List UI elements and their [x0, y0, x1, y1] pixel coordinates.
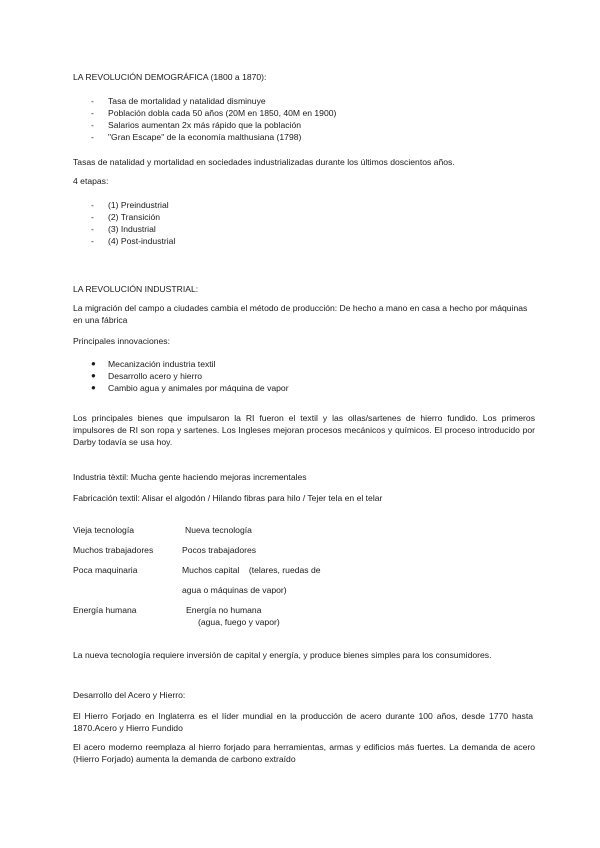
natalidad-paragraph: Tasas de natalidad y mortalidad en sociedades industrializadas durante los últimos doscientos años.	[73, 157, 455, 167]
list-dash: -	[91, 108, 94, 118]
bullet-dot: ●	[91, 371, 96, 380]
list-item: Salarios aumentan 2x más rápido que la población	[108, 120, 302, 130]
conclusion-paragraph: La nueva tecnología requiere inversión de capital y energía, y produce bienes simples para los consumidores.	[73, 650, 492, 660]
list-item: Mecanización industria textil	[108, 359, 216, 369]
new-tech-cell: Nueva tecnología	[185, 525, 252, 535]
list-dash: -	[91, 236, 94, 246]
list-dash: -	[91, 96, 94, 106]
list-item: Población dobla cada 50 años (20M en 1850, 40M en 1900)	[108, 108, 337, 118]
section-industrial-heading: LA REVOLUCIÓN INDUSTRIAL:	[73, 284, 199, 294]
list-dash: -	[91, 120, 94, 130]
new-tech-cell: Muchos capital (telares, ruedas de	[182, 565, 321, 575]
list-dash: -	[91, 224, 94, 234]
list-item: Tasa de mortalidad y natalidad disminuye	[108, 96, 266, 106]
textile-line: Industria tèxtil: Mucha gente haciendo mejoras incrementales	[73, 472, 307, 482]
list-item: (3) Industrial	[108, 224, 156, 234]
list-dash: -	[91, 132, 94, 142]
list-item: (1) Preindustrial	[108, 200, 169, 210]
list-item: (2) Transición	[108, 212, 161, 222]
fabrication-line: Fabricación textil: Alisar el algodón / Hilando fibras para hilo / Tejer tela en el telar	[73, 493, 383, 503]
old-tech-cell: Poca maquinaria	[73, 565, 138, 575]
old-tech-cell: Energía humana	[73, 605, 137, 615]
stages-label: 4 etapas:	[73, 176, 109, 186]
old-tech-cell: Muchos trabajadores	[73, 545, 154, 555]
section-demografica-heading: LA REVOLUCIÓN DEMOGRÁFICA (1800 a 1870):	[73, 72, 267, 82]
list-dash: -	[91, 200, 94, 210]
bullet-dot: ●	[91, 359, 96, 368]
old-tech-cell: Vieja tecnología	[73, 525, 134, 535]
acero-moderno-paragraph: El acero moderno reemplaza al hierro forjado para herramientas, armas y edificios más fuertes. La demanda de acero (Hierro Forjado) aumenta la demanda de carbono extraído	[73, 742, 535, 764]
goods-paragraph: Los principales bienes que impulsaron la RI fueron el textil y las ollas/sartenes de hierro fundido. Los primeros impulsores de RI son ropa y sartenes. Los Ingleses mejoran procesos mecánicos y químicos. El proceso introducido por Darby todavía se usa hoy.	[73, 413, 535, 447]
new-tech-cell: agua o máquinas de vapor)	[182, 585, 287, 595]
new-tech-cell: (agua, fuego y vapor)	[198, 617, 280, 627]
list-item: Cambio agua y animales por máquina de vapor	[108, 383, 289, 393]
hierro-forjado-paragraph: El Hierro Forjado en Inglaterra es el líder mundial en la producción de acero durante 100 años, desde 1770 hasta 1870.Acero y Hierro Fundido	[73, 711, 533, 733]
section-acero-heading: Desarrollo del Acero y Hierro:	[73, 690, 186, 700]
list-item: (4) Post-industrial	[108, 236, 176, 246]
list-item: "Gran Escape" de la economía malthusiana (1798)	[108, 132, 302, 142]
migration-paragraph: La migración del campo a ciudades cambia el método de producción: De hecho a mano en casa a hecho por máquinas en una fábrica	[73, 303, 528, 325]
list-dash: -	[91, 212, 94, 222]
new-tech-cell: Energía no humana	[186, 605, 262, 615]
bullet-dot: ●	[91, 383, 96, 392]
new-tech-cell: Pocos trabajadores	[182, 545, 257, 555]
innovations-label: Principales innovaciones:	[73, 336, 170, 346]
list-item: Desarrollo acero y hierro	[108, 371, 203, 381]
